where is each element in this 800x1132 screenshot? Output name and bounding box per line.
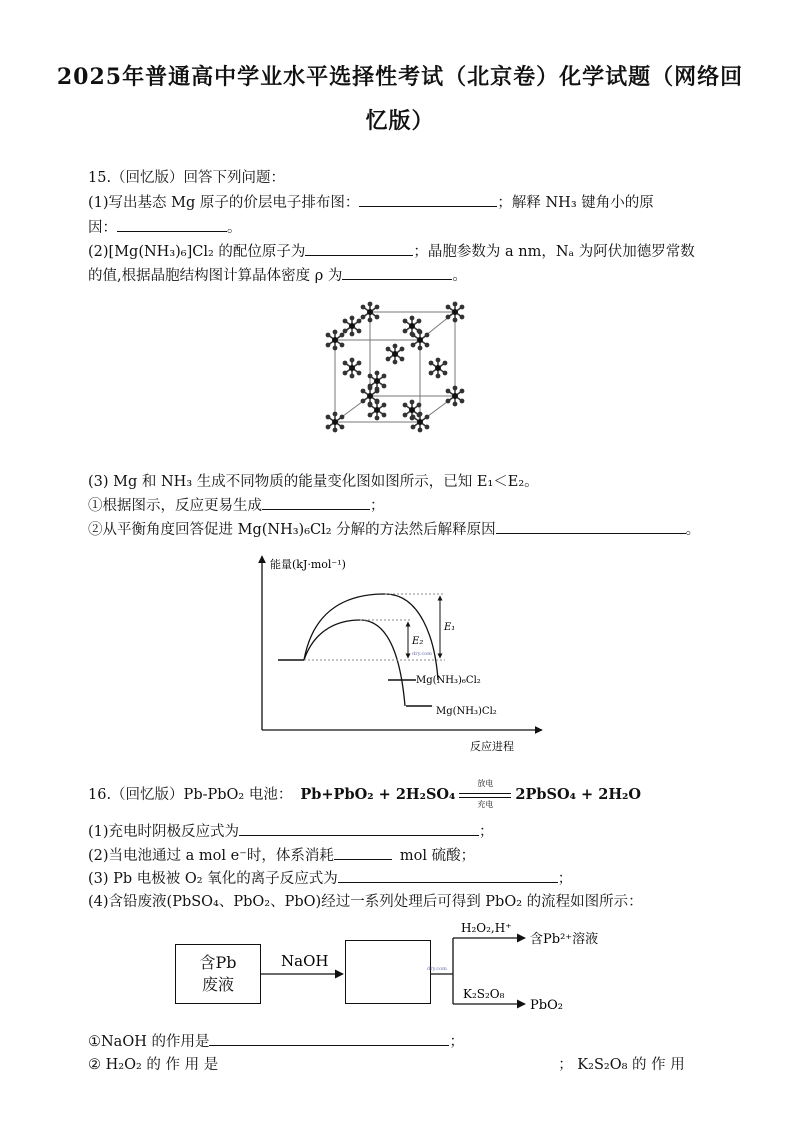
flow-box-waste <box>175 944 261 1004</box>
q15-part3: (3) Mg 和 NH₃ 生成不同物质的能量变化图如图所示，已知 E₁＜E₂。 <box>88 474 539 490</box>
flow-arrows <box>259 918 599 1018</box>
q15-part3-1-end: ； <box>370 498 385 514</box>
answer-blank[interactable] <box>209 1031 449 1046</box>
q16-part4-1-text: ①NaOH 的作用是 <box>88 1034 210 1050</box>
reversible-arrow <box>457 779 513 809</box>
watermark: dry.com <box>427 966 447 972</box>
q15-part1 <box>88 191 654 212</box>
ion-group <box>429 358 448 379</box>
q16-part3-end: ； <box>557 871 573 887</box>
ion-group <box>343 358 362 379</box>
q16-part2-text: (2)当电池通过 a mol e⁻时，体系消耗 <box>88 848 334 864</box>
page-title-continued: 忆版） <box>365 108 435 134</box>
reagent-naoh: NaOH <box>281 952 329 970</box>
q15-part2-text: (2)[Mg(NH₃)₆]Cl₂ 的配位原子为 <box>88 244 306 260</box>
product-label-2: Mg(NH₃)Cl₂ <box>436 706 497 717</box>
x-axis-label: 反应进程 <box>470 740 514 753</box>
e-label-2: E₂ <box>412 636 424 647</box>
answer-blank[interactable] <box>262 495 370 510</box>
q16-heading-text: 16.（回忆版）Pb-PbO₂ 电池： <box>88 787 293 803</box>
answer-blank[interactable] <box>338 868 558 883</box>
q16-part4: (4)含铅废液(PbSO₄、PbO₂、PbO)经过一系列处理后可得到 PbO₂ 的流程如图所示： <box>88 894 643 910</box>
q15-part2-text-c: 的值,根据晶胞结构图计算晶体密度 ρ 为 <box>88 268 343 284</box>
answer-blank[interactable] <box>305 241 413 256</box>
q15-part1-cont <box>88 216 242 237</box>
q16-part2-end: mol 硫酸； <box>399 848 476 864</box>
q16-part1-end: ； <box>479 824 494 840</box>
q15-part1-text-b: ；解释 NH₃ 键角小的原 <box>497 195 654 211</box>
q16-part4-2 <box>88 1053 685 1074</box>
flow-box-waste-line2: 废液 <box>201 975 234 994</box>
q16-heading <box>88 779 642 809</box>
answer-blank[interactable] <box>342 265 452 280</box>
q15-part3-2-text: ②从平衡角度回答促进 Mg(NH₃)₆Cl₂ 分解的方法然后解释原因 <box>88 522 496 538</box>
q15-part3-1-text: ①根据图示，反应更易生成 <box>88 498 262 514</box>
ion-group <box>343 316 362 337</box>
reagent-h2o2: H₂O₂,H⁺ <box>461 921 512 935</box>
q16-part4-2-text: ② H₂O₂ 的 作 用 是 <box>88 1057 219 1073</box>
arrow-label-bottom: 充电 <box>477 800 494 809</box>
q15-part2 <box>88 240 695 261</box>
answer-blank[interactable] <box>496 519 686 534</box>
q15-part3-1 <box>88 494 385 515</box>
q15-part1-text-c: 因： <box>88 220 117 236</box>
answer-blank[interactable] <box>117 217 227 232</box>
ion-group <box>403 400 422 421</box>
product-pb2-solution: 含Pb²⁺溶液 <box>530 932 599 947</box>
watermark: dry.com <box>412 651 432 657</box>
y-axis-label: 能量(kJ·mol⁻¹) <box>270 558 346 571</box>
q15-heading: 15.（回忆版）回答下列问题： <box>88 170 286 186</box>
curve-low-barrier <box>304 620 405 706</box>
reagent-k2s2o8: K₂S₂O₈ <box>463 987 505 1001</box>
answer-blank[interactable] <box>239 821 479 836</box>
q15-part3-2 <box>88 518 700 539</box>
equation-right: 2PbSO₄ + 2H₂O <box>515 786 642 803</box>
equation-left: Pb+PbO₂ + 2H₂SO₄ <box>300 786 456 803</box>
product-pbo2: PbO₂ <box>530 998 563 1013</box>
ion-group <box>386 344 405 365</box>
arrow-line-top <box>459 793 511 794</box>
q16-part1-text: (1)充电时阴极反应式为 <box>88 824 240 840</box>
answer-blank[interactable] <box>359 192 497 207</box>
ion-group <box>403 316 422 337</box>
energy-diagram <box>240 548 560 758</box>
arrow-line-bottom <box>459 797 511 798</box>
q15-part2-cont <box>88 264 467 285</box>
q16-part3-text: (3) Pb 电极被 O₂ 氧化的离子反应式为 <box>88 871 338 887</box>
q16-part4-1-end: ； <box>449 1034 464 1050</box>
q16-part1 <box>88 820 494 841</box>
answer-blank[interactable] <box>334 845 392 860</box>
ion-group <box>368 400 387 421</box>
q16-part4-2-end: ； K₂S₂O₈ 的 作 用 <box>558 1057 685 1073</box>
product-label-1: Mg(NH₃)₆Cl₂ <box>416 675 481 686</box>
q15-part2-text-b: ；晶胞参数为 a nm，Nₐ 为阿伏加德罗常数 <box>413 244 695 260</box>
q15-part1-end: 。 <box>227 220 242 236</box>
q16-part4-1 <box>88 1030 464 1051</box>
q15-part1-text: (1)写出基态 Mg 原子的价层电子排布图： <box>88 195 360 211</box>
q16-part2 <box>88 844 475 865</box>
e-label-1: E₁ <box>444 622 456 633</box>
arrow-label-top: 放电 <box>477 779 494 788</box>
q15-part3-2-end: 。 <box>685 522 701 538</box>
crystal-cell-figure <box>320 300 470 440</box>
page-title: 2025年普通高中学业水平选择性考试（北京卷）化学试题（网络回 <box>56 64 744 90</box>
flow-box-waste-line1: 含Pb <box>199 953 237 972</box>
q16-part3 <box>88 867 572 888</box>
q15-part2-end: 。 <box>452 268 467 284</box>
